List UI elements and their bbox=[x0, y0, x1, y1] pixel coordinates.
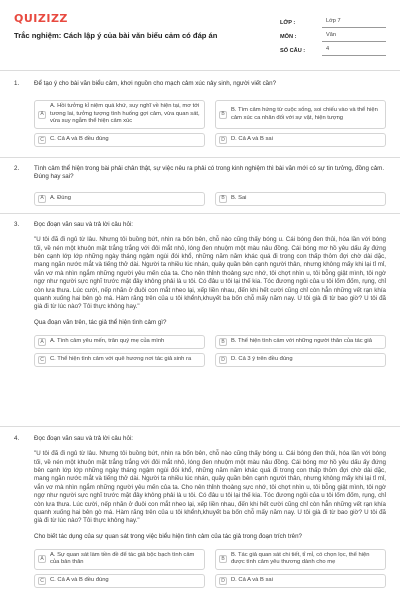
option-d[interactable] bbox=[215, 353, 386, 367]
question-count-value: 4 bbox=[322, 46, 386, 56]
worksheet-title: Trắc nghiệm: Cách lập ý của bài văn biểu cảm có đáp án bbox=[14, 31, 218, 40]
worksheet-header bbox=[14, 12, 386, 62]
option-text: B. Tìm cảm hứng từ cuộc sống, soi chiếu vào và thể hiện cảm xúc ca nhân đối với sự vật, hiện tượng bbox=[231, 107, 378, 121]
question-text: Đọc đoạn văn sau và trả lời câu hỏi: bbox=[34, 221, 133, 228]
option-letter: B bbox=[219, 111, 227, 119]
option-letter: D bbox=[219, 136, 227, 144]
question-number: 4. bbox=[14, 435, 20, 442]
option-text: D. Cả 3 ý trên đều đúng bbox=[231, 356, 293, 363]
option-letter: C bbox=[38, 136, 46, 144]
option-text: B. Thể hiện tình cảm với những người thân của tác giả bbox=[231, 338, 372, 345]
option-d[interactable] bbox=[215, 133, 386, 147]
option-text: B. Sai bbox=[231, 194, 247, 201]
option-d[interactable] bbox=[215, 574, 386, 588]
question-divider bbox=[0, 213, 400, 214]
sub-question: Cho biết tác dụng của sự quan sát trong việc biểu hiện tình cảm của tác giả trong đoạn trích trên? bbox=[34, 532, 302, 540]
option-b[interactable] bbox=[215, 549, 386, 570]
option-letter: B bbox=[219, 555, 227, 563]
answer-options bbox=[34, 549, 386, 588]
option-text: C. Thể hiện tình cảm với quê hương nơi tác giả sinh ra bbox=[50, 356, 192, 363]
answer-options bbox=[34, 192, 386, 206]
option-text: C. Cả A và B đều đúng bbox=[50, 136, 109, 143]
question-2 bbox=[14, 165, 386, 206]
question-3 bbox=[14, 221, 386, 367]
answer-options bbox=[34, 335, 386, 367]
option-b[interactable] bbox=[215, 100, 386, 129]
question-text: Tình cảm thể hiện trong bài phải chân thật, sự việc nêu ra phải có trong kinh nghiệm thì bài văn mới có sự tin tưởng, đồng cảm. Đúng hay sai? bbox=[34, 165, 385, 181]
option-letter: A bbox=[38, 195, 46, 203]
class-label: LỚP : bbox=[280, 20, 296, 27]
subject-label: MÔN : bbox=[280, 34, 297, 41]
option-letter: A bbox=[38, 555, 46, 563]
question-count-row bbox=[280, 42, 386, 56]
option-c[interactable] bbox=[34, 133, 205, 147]
reading-passage: "U tôi đã đi ngủ từ lâu. Nhưng tôi buồng bứt, nhìn ra bốn bên, chỗ nào cũng thấy bóng u. Cái bóng đen thủi, hóa lần với bóng tối, về nén một khuôn mặt trắng trắng với đôi mắt nhỏ, lóng đen nhuộm một màu nâu đồng. Cái bóng mơ hồ yêu dấu ấy đứng bên cạnh lớp lớp những ngày tháng ngậm ngùi đói khổ, những năm năm khác quá đi trong con thấp thỏm đợi chờ dài dặc, mang ngăn nước mắt và tiếng thở dài. Người ta nhiều lúc nhán, quây quần bên cạnh người thân, nhưng không mấy khi lại tỉ mỉ, vắn vơ mà nhìn ngắm những người yêu mến của ta. Cho nên thỉnh thoảng sực nhớ, tôi chợt nhìn u, tôi bỗng giật mình, tôi ngờ ngợ như người sực nghĩ trước mặt đây không phải là u tôi. Có đâu u tôi lại thế kia. Tóc đương ngôi của u tôi lốm đốm, rụng, chỉ còn lưa thưa. Lúc cười, nếp nhăn ở đuôi con mắt nheo lại, xếp liền nhau, đến khi hết cười cũng chỉ còn hẳn những vết rạn khía quanh xuống hai bên gò má. Hàm răng trên của u tôi khểnh,khuyết ba bốn chỗ mấy năm nay. U tôi già đi từ bao giờ? U tôi đã già đi từ lúc nào? Tôi thực không hay." bbox=[34, 236, 386, 311]
subject-value: Văn bbox=[322, 32, 386, 42]
option-text: A. Đúng bbox=[50, 194, 71, 201]
option-c[interactable] bbox=[34, 574, 205, 588]
option-text: D. Cả A và B sai bbox=[231, 577, 273, 584]
option-b[interactable] bbox=[215, 335, 386, 349]
option-letter: C bbox=[38, 356, 46, 364]
quizizz-logo: QUIZIZZ bbox=[14, 12, 68, 25]
question-number: 3. bbox=[14, 221, 20, 228]
option-letter: A bbox=[38, 338, 46, 346]
answer-options bbox=[34, 100, 386, 147]
option-a[interactable] bbox=[34, 192, 205, 206]
sub-question: Qua đoạn văn trên, tác giả thể hiện tình cảm gì? bbox=[34, 318, 167, 326]
option-text: A. Sự quan sát làm tiền đề để tác giả bộc bạch tình cảm của bản thân bbox=[50, 551, 195, 566]
option-b[interactable] bbox=[215, 192, 386, 206]
header-divider bbox=[0, 70, 400, 71]
question-4 bbox=[14, 435, 386, 588]
option-text: A. Tình cảm yêu mến, trân quý mẹ của mình bbox=[50, 338, 165, 345]
reading-passage: "U tôi đã đi ngủ từ lâu. Nhưng tôi buồng bứt, nhìn ra bốn bên, chỗ nào cũng thấy bóng u. Cái bóng đen thủi, hóa lần với bóng tối, về nén một khuôn mặt trắng trắng với đôi mắt nhỏ, lóng đen nhuộm một màu nâu đồng. Cái bóng mơ hồ yêu dấu ấy đứng bên cạnh lớp lớp những ngày tháng ngậm ngùi đói khổ, những năm năm khác quá đi trong con thấp thỏm đợi chờ dài dặc, mang ngăn nước mắt và tiếng thở dài. Người ta nhiều lúc nhán, quây quần bên cạnh người thân, nhưng không mấy khi lại tỉ mỉ, vắn vơ mà nhìn ngắm những người yêu mến của ta. Cho nên thỉnh thoảng sực nhớ, tôi chợt nhìn u, tôi bỗng giật mình, tôi ngờ ngợ như người sực nghĩ trước mặt đây không phải là u tôi. Có đâu u tôi lại thế kia. Tóc đương ngôi của u tôi lốm đốm, rụng, chỉ còn lưa thưa. Lúc cười, nếp nhăn ở đuôi con mắt nheo lại, xếp liền nhau, đến khi hết cười cũng chỉ còn hẳn những vết rạn khía quanh xuống hai bên gò má. Hàm răng trên của u tôi khểnh,khuyết ba bốn chỗ mấy năm nay. U tôi già đi từ bao giờ? U tôi đã già đi từ lúc nào? Tôi thực không hay." bbox=[34, 450, 386, 525]
option-text: B. Tác giả quan sát chi tiết, tỉ mỉ, có chọn lọc, thể hiện được tình cảm yêu thương dành cho mẹ bbox=[231, 551, 370, 566]
question-divider bbox=[0, 426, 400, 427]
option-text: A. Hồi tưởng kỉ niệm quá khứ, suy nghĩ về hiện tại, mơ tới tương lai, tưởng tượng tình huống gợi cảm, vừa quan sát, vừa suy ngẫm thể hiện cảm xúc bbox=[50, 103, 200, 125]
option-text: C. Cả A và B đều đúng bbox=[50, 577, 109, 584]
option-a[interactable] bbox=[34, 100, 205, 129]
subject-row bbox=[280, 28, 386, 42]
question-number: 1. bbox=[14, 80, 20, 87]
option-letter: B bbox=[219, 338, 227, 346]
option-letter: C bbox=[38, 577, 46, 585]
question-text: Để tạo ý cho bài văn biểu cảm, khơi nguồn cho mạch cảm xúc nảy sinh, người viết cần? bbox=[34, 80, 277, 87]
option-letter: B bbox=[219, 195, 227, 203]
question-count-label: SỐ CÂU : bbox=[280, 48, 306, 55]
question-number: 2. bbox=[14, 165, 20, 172]
class-row bbox=[280, 14, 386, 28]
question-text: Đọc đoạn văn sau và trả lời câu hỏi: bbox=[34, 435, 133, 442]
option-text: D. Cả A và B sai bbox=[231, 136, 273, 143]
option-a[interactable] bbox=[34, 335, 205, 349]
question-divider bbox=[0, 157, 400, 158]
option-letter: D bbox=[219, 356, 227, 364]
option-c[interactable] bbox=[34, 353, 205, 367]
class-value: Lớp 7 bbox=[322, 18, 386, 28]
worksheet-meta bbox=[280, 14, 386, 56]
option-letter: D bbox=[219, 577, 227, 585]
question-1 bbox=[14, 80, 386, 147]
option-letter: A bbox=[38, 111, 46, 119]
option-a[interactable] bbox=[34, 549, 205, 570]
